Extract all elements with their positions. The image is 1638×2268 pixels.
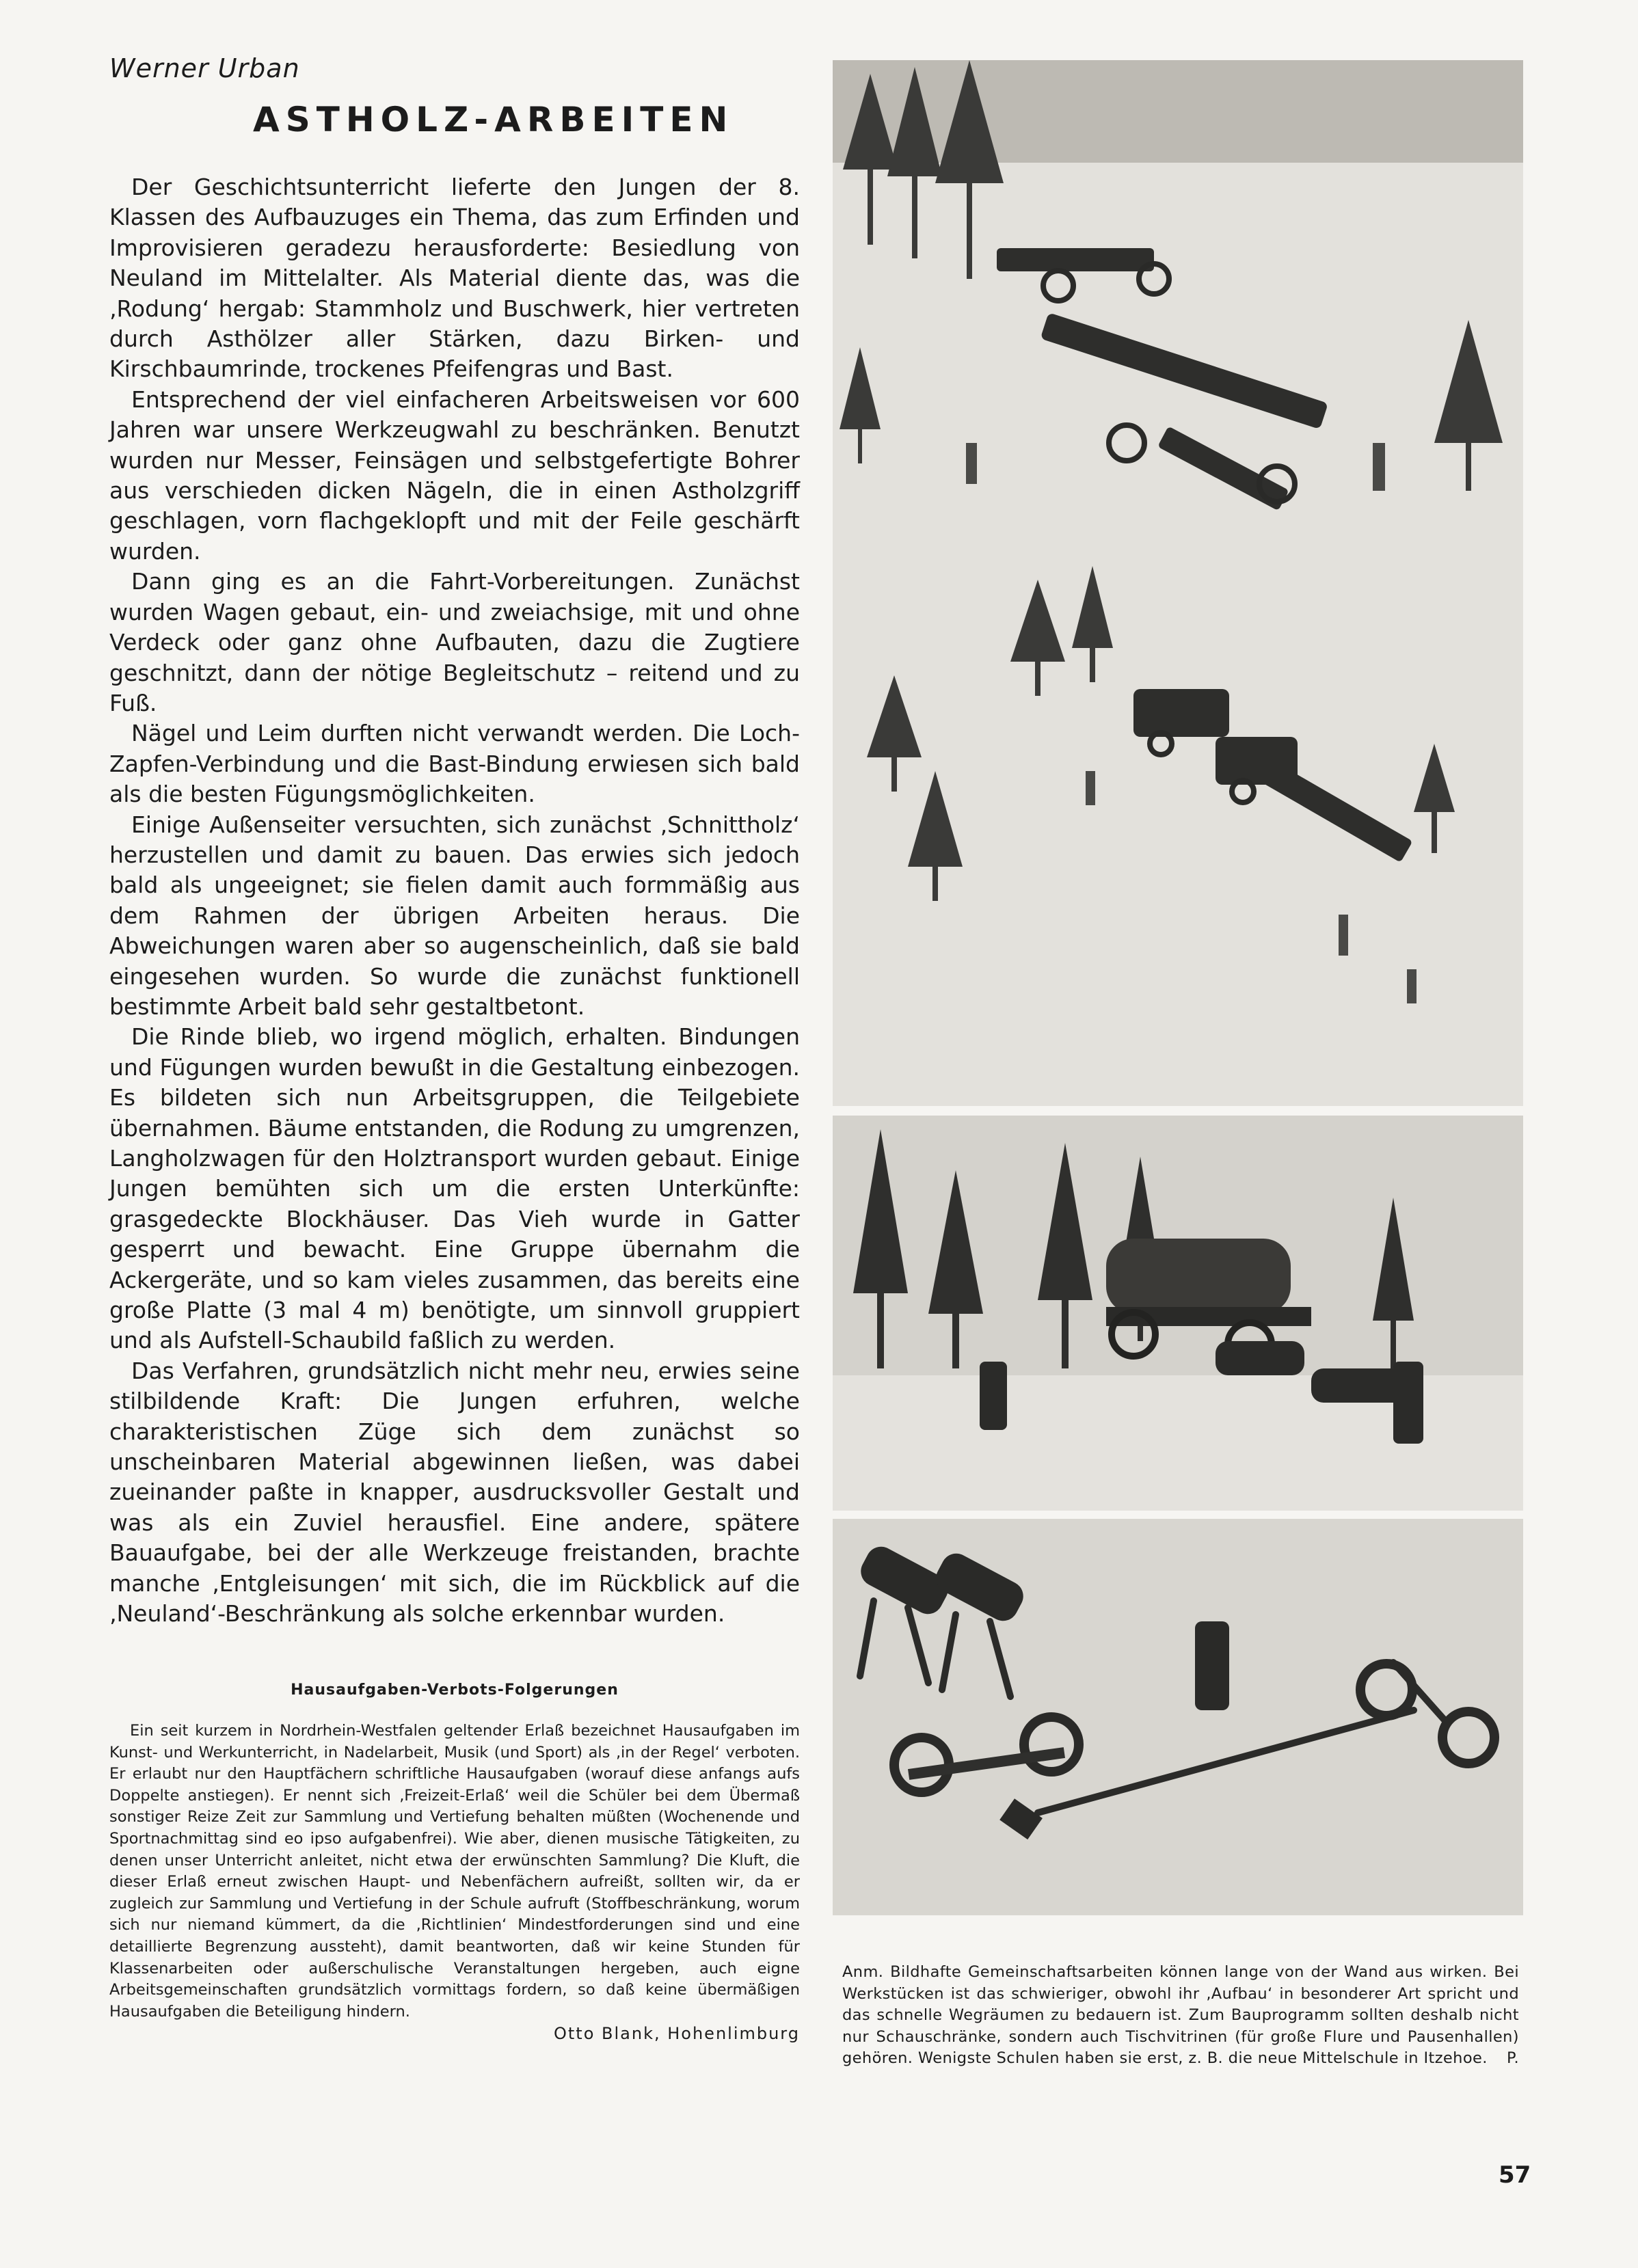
photo-covered-wagon [833,1116,1523,1511]
sidebar-note-body: Ein seit kurzem in Nordrhein-Westfalen geltender Erlaß bezeichnet Hausaufgaben im Kunst- und Werkunterricht, in Nadelarbeit, Musik (und Sport) als ‚in der Regel‘ verboten. Er erlaubt nur den Hauptfächern schriftliche Hausaufgaben (worauf diese anfangs aufs Doppelte anstiegen). Er nennt sich ‚Freizeit-Erlaß‘ weil die Schüler bei dem Übermaß sonstiger Reize Zeit zur Sammlung und Vertiefung behalten müßten (Wochenende und Sportnachmittag sind eo ipso aufgabenfrei). Wie aber, dienen musische Tätigkeiten, zu denen unser Unterricht anleitet, nicht etwa der erwünschten Sammlung? Die Kluft, die dieser Erlaß erneut zwischen Haupt- und Nebenfächern aufreißt, sollten wir, da er zugleich zur Sammlung und Vertiefung in der Schule aufruft (Stoffbeschränkung, worum sich nur niemand kümmert, da die ‚Richtlinien‘ Mindestforderungen sind und eine detaillierte Begrenzung aussteht), damit beantworten, daß wir keine Stunden für Klassenarbeiten oder außerschulische Veranstaltungen hergeben, auch eigne Arbeitsgemeinschaften grundsätzlich vormittags fordern, so daß keine übermäßigen Hausaufgaben die Beteiligung hindern. [109,1722,800,2021]
photo-covered-wagon-image [833,1116,1523,1511]
article-paragraph: Die Rinde blieb, wo irgend möglich, erhalten. Bindungen und Fügungen wurden bewußt in die Gestaltung einbezogen. Es bildeten sich nun Arbeitsgruppen, die Teilgebiete übernahmen. Bäume entstanden, die Rodung zu umgrenzen, Langholzwagen für den Holztransport wurden gebaut. Einige Jungen bemühten sich um die ersten Unterkünfte: grasgedeckte Blockhäuser. Das Vieh wurde in Gatter gesperrt und bewacht. Eine Gruppe übernahm die Ackergeräte, und so kam vieles zusammen, das bereits eine große Platte (3 mal 4 m) benötigte, um sinnvoll gruppiert und als Aufstell-Schaubild faßlich zu werden. [109,1023,800,1354]
photo-clearing-scene-image [833,60,1523,1106]
sidebar-note-signature: Otto Blank, Hohenlimburg [554,2024,800,2044]
article-body [109,172,800,1630]
article-paragraph: Entsprechend der viel einfacheren Arbeitsweisen vor 600 Jahren war unsere Werkzeugwahl zu beschränken. Benutzt wurden nur Messer, Feinsägen und selbstgefertigte Bohrer aus verschieden dicken Nägeln, die in einen Astholzgriff geschlagen, vorn flachgeklopft und mit der Feile geschärft wurden. [109,386,800,565]
article-paragraph: Einige Außenseiter versuchten, sich zunächst ‚Schnittholz‘ herzustellen und damit zu bauen. Das erwies sich jedoch bald als ungeeignet; sie fielen damit auch formmäßig aus dem Rahmen der übrigen Arbeiten heraus. Die Abweichungen waren aber so augenscheinlich, daß sie bald eingesehen wurden. So wurde die zunächst funktionell bestimmte Arbeit bald sehr gestaltbetont. [109,811,800,1020]
photo-clearing-scene [833,60,1523,1106]
author-name: Werner Urban [109,53,300,83]
article-paragraph: Nägel und Leim durften nicht verwandt werden. Die Loch-Zapfen-Verbindung und die Bast-Bindung erwiesen sich bald als die besten Fügungsmöglichkeiten. [109,720,800,808]
sidebar-note [109,1682,800,2043]
photo-caption-mark: P. [1506,2049,1519,2068]
article-title: ASTHOLZ-ARBEITEN [253,100,734,139]
article-paragraph: Das Verfahren, grundsätzlich nicht mehr neu, erwies seine stilbildende Kraft: Die Jungen erfuhren, welche charakteristischen Züge sich dem zunächst so unscheinbaren Material abgewinnen ließen, was dabei zueinander paßte in knapper, ausdrucksvoller Gestalt und was als ein Zuviel herausfiel. Eine andere, spätere Bauaufgabe, bei der alle Werkzeuge freistanden, brachte manche ‚Entgleisungen‘ mit sich, die im Rückblick auf die ‚Neuland‘-Beschränkung als solche erkennbar wurden. [109,1357,800,1628]
photo-caption-text: Anm. Bildhafte Gemeinschaftsarbeiten können lange von der Wand aus wirken. Bei Werkstücken ist das schwieriger, obwohl ihr ‚Aufbau‘ in besonderer Art spricht und das schnelle Wegräumen zu bedauern ist. Zum Bauprogramm sollten deshalb nicht nur Schauschränke, sondern auch Tischvitrinen (für große Flure und Pausenhallen) gehören. Wenigste Schulen haben sie erst, z. B. die neue Mittelschule in Itzehoe. [842,1963,1519,2068]
sidebar-note-title: Hausaufgaben-Verbots-Folgerungen [291,1682,619,1699]
article-paragraph: Der Geschichtsunterricht lieferte den Jungen der 8. Klassen des Aufbauzuges ein Thema, das zum Erfinden und Improvisieren geradezu herausforderte: Besiedlung von Neuland im Mittelalter. Als Material diente das, was die ‚Rodung‘ hergab: Stammholz und Buschwerk, hier vertreten durch Asthölzer aller Stärken, dazu Birken- und Kirschbaumrinde, trockenes Pfeifengras und Bast. [109,174,800,383]
photo-sawhorses-cart-image [833,1519,1523,1915]
page-number: 57 [1499,2161,1531,2189]
photo-caption [842,1962,1519,2070]
photo-sawhorses-cart [833,1519,1523,1915]
article-paragraph: Dann ging es an die Fahrt-Vorbereitungen. Zunächst wurden Wagen gebaut, ein- und zweiachsige, mit und ohne Verdeck oder ganz ohne Aufbauten, dazu die Zugtiere geschnitzt, dann der nötige Begleitschutz – reitend und zu Fuß. [109,568,800,716]
